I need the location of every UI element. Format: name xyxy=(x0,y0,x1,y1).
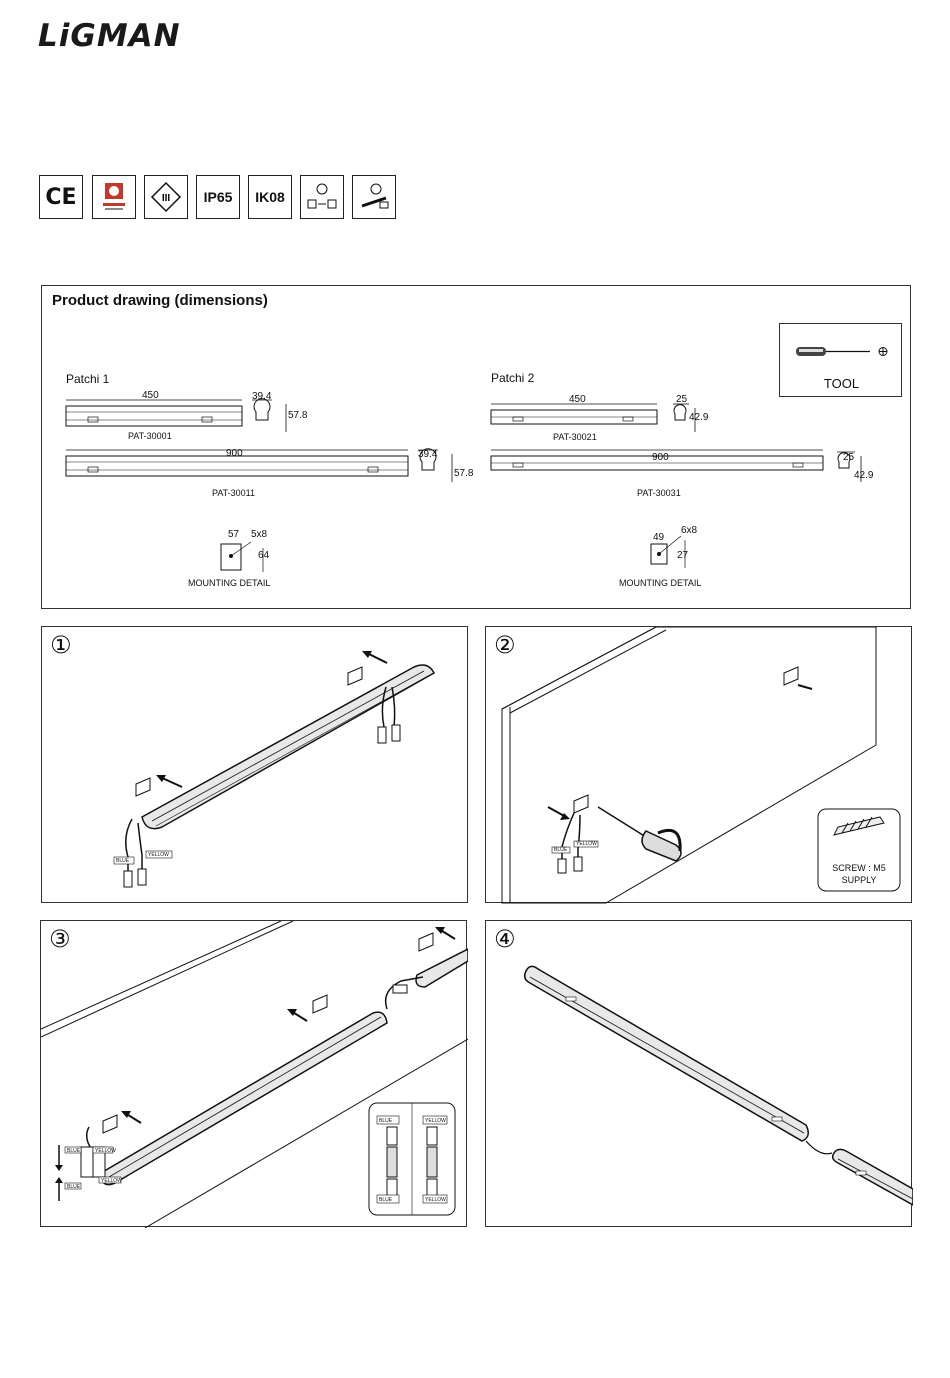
inset-yellow-top: YELLOW xyxy=(425,1118,446,1124)
p2-short-length: 450 xyxy=(569,394,586,405)
p2-long-length: 900 xyxy=(652,452,669,463)
screwdriver-icon xyxy=(790,342,895,362)
patchi1-drawings xyxy=(62,386,482,496)
inset-blue-top: BLUE xyxy=(379,1118,393,1124)
p1-long-length: 900 xyxy=(226,448,243,459)
screw-supply: SUPPLY xyxy=(841,875,877,885)
p2-mount-label: MOUNTING DETAIL xyxy=(619,578,702,588)
ce-mark-icon: CE xyxy=(39,175,83,219)
installation-icon-1 xyxy=(300,175,344,219)
ik-rating-icon: IK08 xyxy=(248,175,292,219)
p2-mount-height: 27 xyxy=(677,550,689,561)
p2-mount-hole: 6x8 xyxy=(681,525,698,536)
p2-long-code: PAT-30031 xyxy=(637,488,681,498)
step-2-yellow-label: YELLOW xyxy=(576,841,597,847)
step-3-yellow-label-2: YELLOW xyxy=(101,1178,122,1184)
p1-mount-hole: 5x8 xyxy=(251,529,268,540)
inset-blue-bottom: BLUE xyxy=(379,1197,393,1203)
p2-short-code: PAT-30021 xyxy=(553,432,597,442)
p2-long-width: 25 xyxy=(843,452,855,463)
step-1-illustration xyxy=(42,627,469,904)
p1-short-width: 39.4 xyxy=(252,391,272,402)
step-1-number: ① xyxy=(50,631,72,659)
quality-mark-icon xyxy=(92,175,136,219)
step-3-blue-label-2: BLUE xyxy=(67,1184,81,1190)
step-1-panel xyxy=(41,626,468,903)
p1-short-code: PAT-30001 xyxy=(128,431,172,441)
ip-rating-icon: IP65 xyxy=(196,175,240,219)
step-2-panel xyxy=(485,626,912,903)
step-2-number: ② xyxy=(494,631,516,659)
step-3-number: ③ xyxy=(49,925,71,953)
p1-short-length: 450 xyxy=(142,390,159,401)
p2-mount-width: 49 xyxy=(653,532,665,543)
p1-mount-width: 57 xyxy=(228,529,240,540)
patchi2-name: Patchi 2 xyxy=(491,371,535,385)
p2-long-height: 42.9 xyxy=(854,470,874,481)
step-3-blue-label: BLUE xyxy=(67,1148,81,1154)
p1-long-code: PAT-30011 xyxy=(212,488,256,498)
step-4-panel xyxy=(485,920,912,1227)
step-4-illustration xyxy=(486,921,913,1228)
p1-long-height: 57.8 xyxy=(454,468,474,479)
brand-logo: LiGMAN xyxy=(38,18,181,54)
svg-text:III: III xyxy=(161,193,171,204)
step-4-number: ④ xyxy=(494,925,516,953)
class-iii-icon xyxy=(144,175,188,219)
patchi1-name: Patchi 1 xyxy=(66,372,110,386)
step-3-panel xyxy=(40,920,467,1227)
step-1-blue-label: BLUE xyxy=(116,858,130,864)
installation-icon-2 xyxy=(352,175,396,219)
p1-short-height: 57.8 xyxy=(288,410,308,421)
product-drawing-panel xyxy=(41,285,911,609)
p2-short-height: 42.9 xyxy=(689,412,709,423)
inset-yellow-bottom: YELLOW xyxy=(425,1197,446,1203)
p1-mount-label: MOUNTING DETAIL xyxy=(188,578,271,588)
step-3-yellow-label: YELLOW xyxy=(95,1148,116,1154)
p1-long-width: 39.4 xyxy=(418,449,438,460)
step-1-yellow-label: YELLOW xyxy=(148,852,169,858)
screw-label: SCREW : M5 xyxy=(832,863,886,873)
step-2-blue-label: BLUE xyxy=(554,847,568,853)
drawing-title: Product drawing (dimensions) xyxy=(52,292,268,309)
p2-short-width: 25 xyxy=(676,394,688,405)
tool-label: TOOL xyxy=(823,376,860,391)
p1-mount-height: 64 xyxy=(258,550,270,561)
